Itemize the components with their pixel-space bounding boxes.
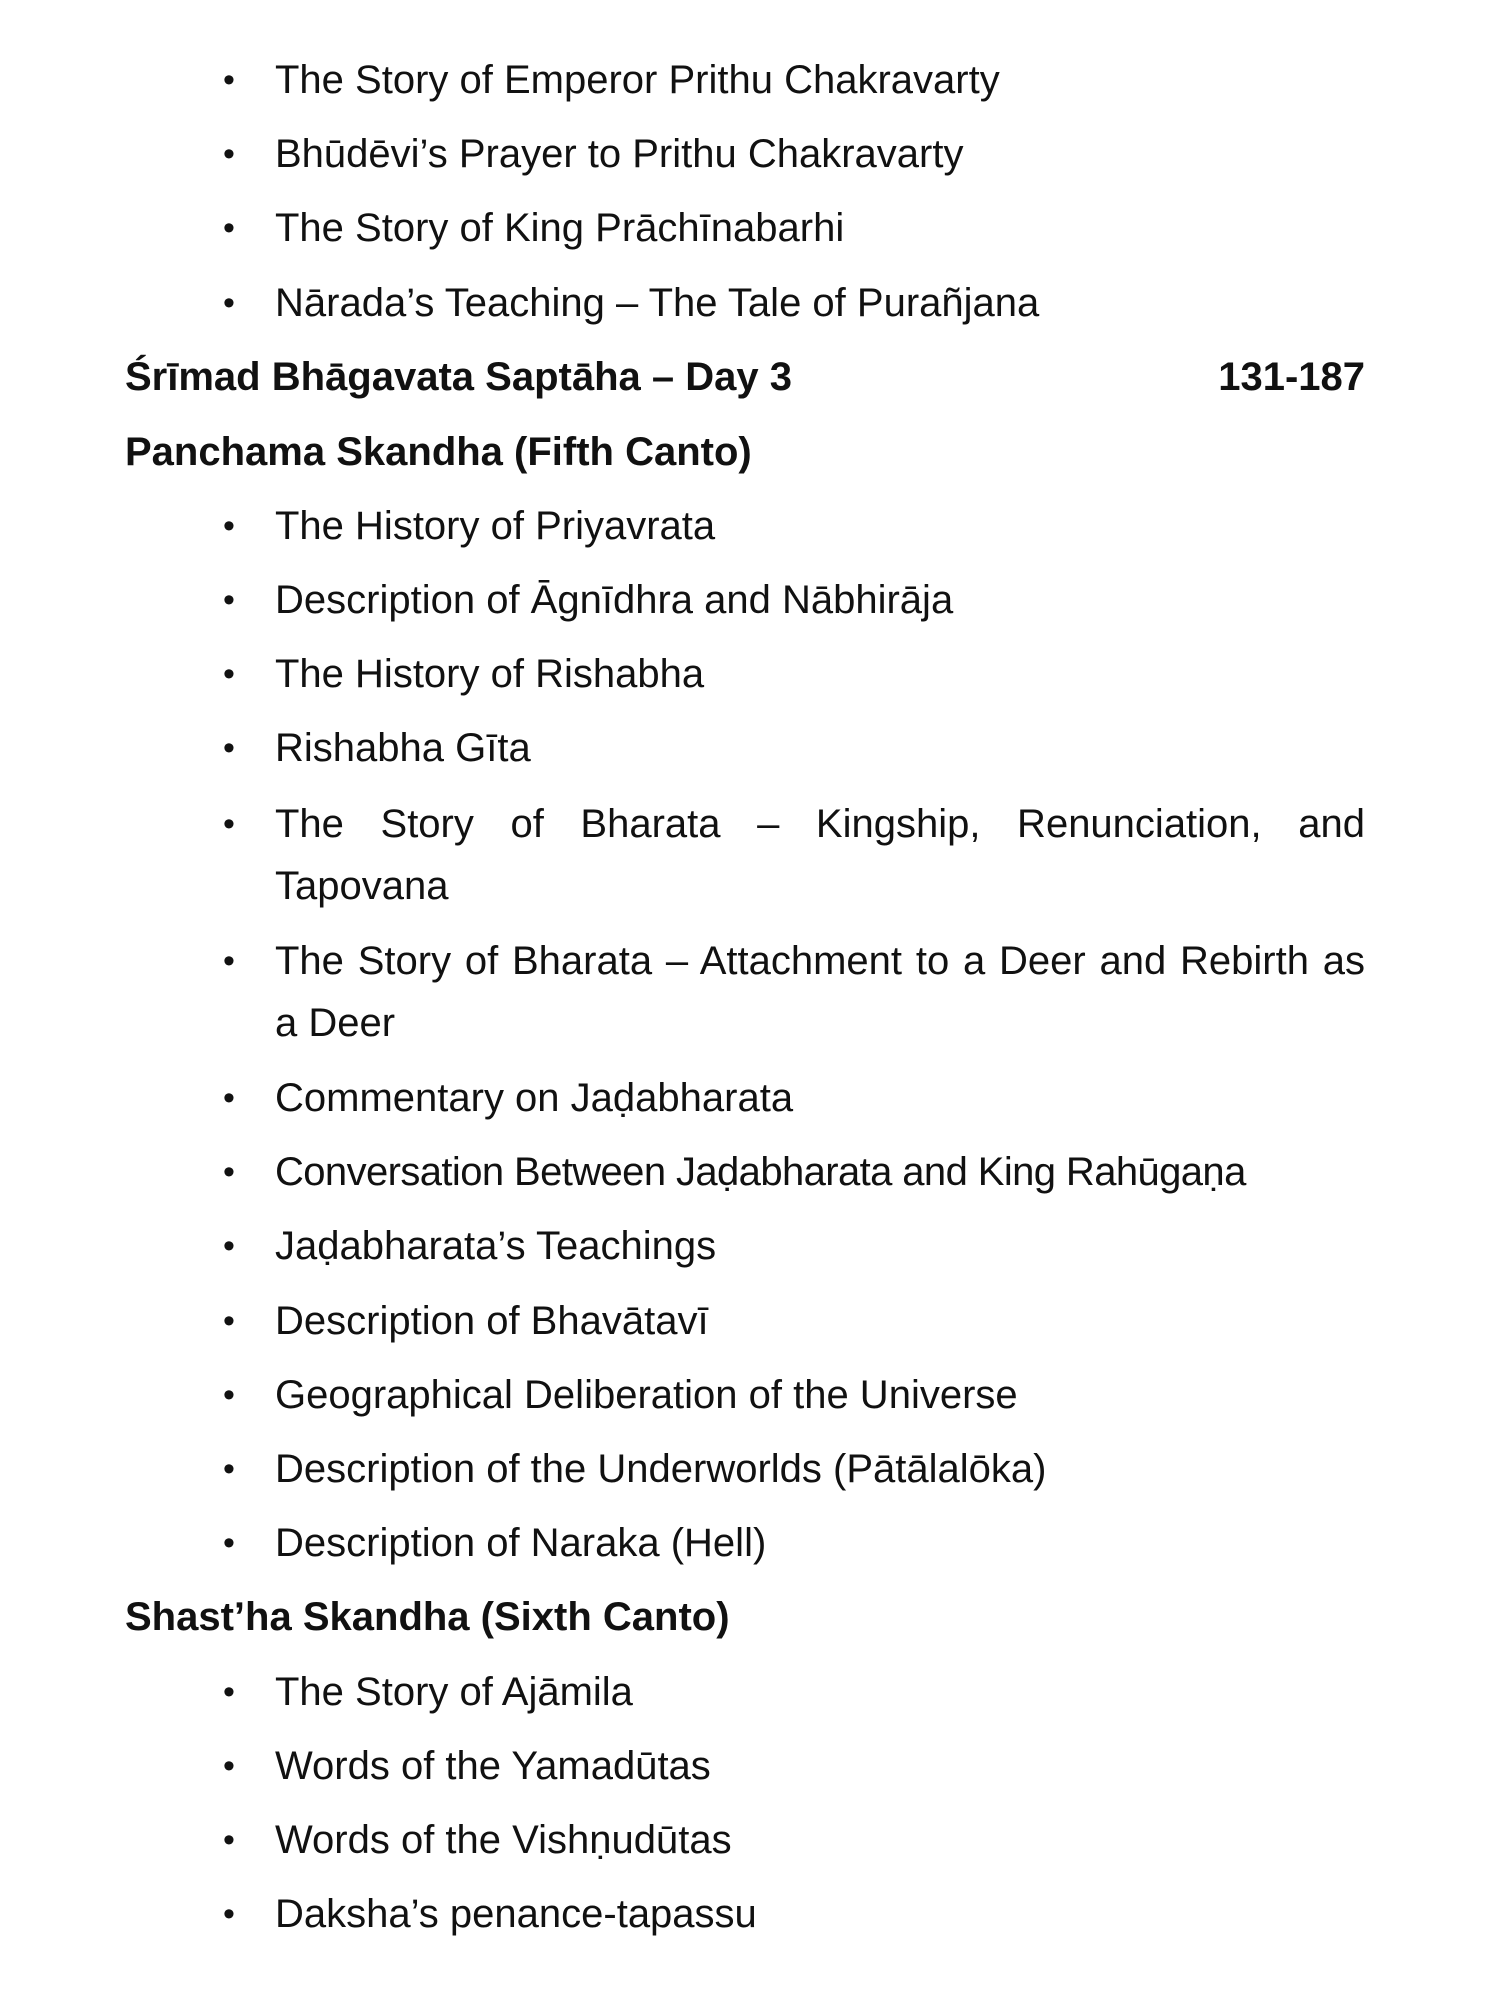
list-item-text: The Story of Bharata – Attachment to a Deer and Rebirth as a Deer xyxy=(275,939,1365,1045)
list-item xyxy=(223,793,1365,917)
bullet-icon: • xyxy=(223,942,235,980)
bullet-icon: • xyxy=(223,1153,235,1191)
list-item xyxy=(223,930,1365,1054)
bullet-icon: • xyxy=(223,61,235,99)
list-item xyxy=(223,1148,1365,1196)
list-item xyxy=(223,1742,1365,1790)
list-item-text: Description of Bhavātavī xyxy=(275,1299,709,1343)
bullet-icon: • xyxy=(223,1747,235,1785)
bullet-icon: • xyxy=(223,1079,235,1117)
list-item-text: The Story of Emperor Prithu Chakravarty xyxy=(275,58,1000,102)
bullet-icon: • xyxy=(223,805,235,843)
section-heading-sixth-canto: Shast’ha Skandha (Sixth Canto) xyxy=(125,1595,730,1639)
list-item-text: The Story of Ajāmila xyxy=(275,1670,633,1714)
list-item xyxy=(223,1222,1365,1270)
bullet-icon: • xyxy=(223,581,235,619)
list-item-text: Jaḍabharata’s Teachings xyxy=(275,1224,717,1268)
bullet-icon: • xyxy=(223,1450,235,1488)
list-item-text: Bhūdēvi’s Prayer to Prithu Chakravarty xyxy=(275,132,964,176)
list-item xyxy=(223,650,1365,698)
bullet-icon: • xyxy=(223,209,235,247)
bullet-icon: • xyxy=(223,1524,235,1562)
page-range: 131-187 xyxy=(1218,355,1365,399)
list-item-text: Geographical Deliberation of the Universe xyxy=(275,1373,1018,1417)
list-item-text: The History of Rishabha xyxy=(275,652,705,696)
list-item-text: Daksha’s penance-tapassu xyxy=(275,1892,757,1936)
list-item-text: Words of the Vishṇudūtas xyxy=(275,1818,732,1862)
list-item xyxy=(223,724,1365,772)
bullet-icon: • xyxy=(223,1376,235,1414)
list-item xyxy=(223,1890,1365,1938)
list-item-text: The Story of Bharata – Kingship, Renunciation, and Tapovana xyxy=(275,802,1365,908)
list-item xyxy=(223,130,1365,178)
list-item-text: Conversation Between Jaḍabharata and King Rahūgaṇa xyxy=(275,1150,1246,1194)
bullet-icon: • xyxy=(223,1895,235,1933)
list-item-text: Commentary on Jaḍabharata xyxy=(275,1076,794,1120)
list-item-text: Rishabha Gīta xyxy=(275,726,531,770)
list-item xyxy=(223,204,1365,252)
list-item-text: Description of the Underworlds (Pātālalōka) xyxy=(275,1447,1047,1491)
bullet-icon: • xyxy=(223,1227,235,1265)
list-item xyxy=(223,279,1365,327)
list-item xyxy=(223,1668,1365,1716)
bullet-icon: • xyxy=(223,655,235,693)
list-item xyxy=(223,502,1365,550)
list-item xyxy=(223,1519,1365,1567)
list-item xyxy=(223,1445,1365,1493)
section-heading-fifth-canto: Panchama Skandha (Fifth Canto) xyxy=(125,430,752,474)
list-item-text: Words of the Yamadūtas xyxy=(275,1744,711,1788)
bullet-icon: • xyxy=(223,729,235,767)
list-item xyxy=(223,576,1365,624)
bullet-icon: • xyxy=(223,284,235,322)
list-item-text: Description of Āgnīdhra and Nābhirāja xyxy=(275,578,954,622)
list-item xyxy=(223,1371,1365,1419)
list-item-text: The Story of King Prāchīnabarhi xyxy=(275,206,845,250)
bullet-icon: • xyxy=(223,507,235,545)
list-item xyxy=(223,1074,1365,1122)
list-item xyxy=(223,1297,1365,1345)
bullet-icon: • xyxy=(223,1302,235,1340)
list-item-text: The History of Priyavrata xyxy=(275,504,716,548)
list-item-text: Nārada’s Teaching – The Tale of Purañjana xyxy=(275,281,1040,325)
bullet-icon: • xyxy=(223,135,235,173)
list-item-text: Description of Naraka (Hell) xyxy=(275,1521,767,1565)
list-item xyxy=(223,1816,1365,1864)
bullet-icon: • xyxy=(223,1673,235,1711)
day-heading: Śrīmad Bhāgavata Saptāha – Day 3 xyxy=(125,355,792,399)
bullet-icon: • xyxy=(223,1821,235,1859)
list-item xyxy=(223,56,1365,104)
